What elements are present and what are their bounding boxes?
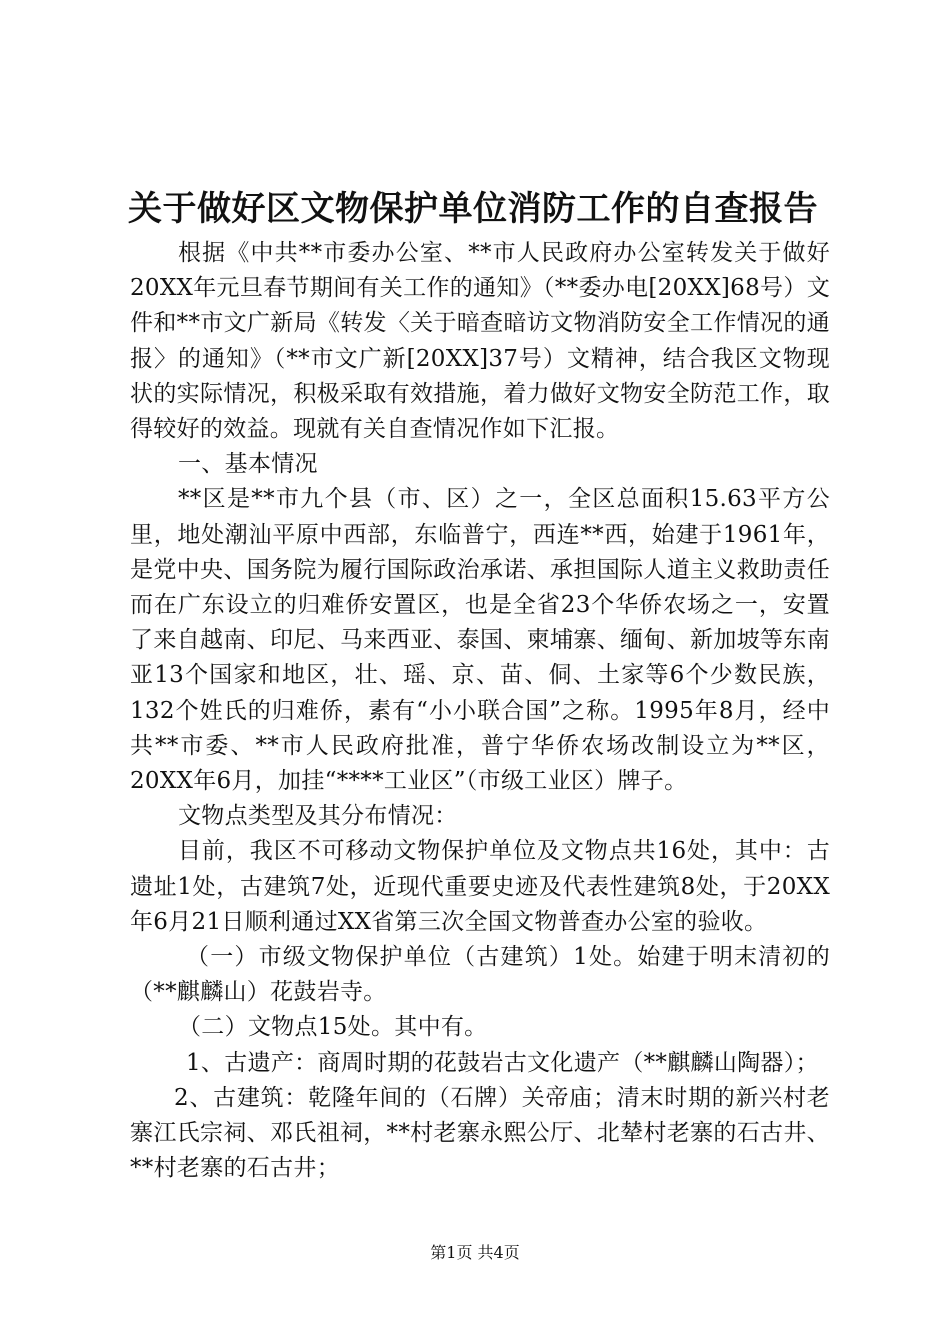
paragraph-relic-points: （二）文物点15处。其中有。 [178,1014,488,1041]
document-body [130,236,830,1186]
section-heading-basic-info: 一、基本情况 [178,451,318,478]
paragraph-relic-count: 目前，我区不可移动文物保护单位及文物点共16处，其中：古遗址1处，古建筑7处，近现代重要史迹及代表性建筑8处，于20XX年6月21日顺利通过XX省第三次全国文物普查办公室的验收。 [130,838,830,935]
paragraph-ancient-buildings: 2、古建筑：乾隆年间的（石牌）关帝庙；清末时期的新兴村老寨江氏宗祠、邓氏祖祠，**村老寨永熙公厅、北辇村老寨的石古井、**村老寨的石古井； [130,1084,830,1182]
paragraph-relic-types-heading: 文物点类型及其分布情况： [178,803,458,830]
document-title: 关于做好区文物保护单位消防工作的自查报告 [128,189,818,229]
paragraph-intro: 根据《中共**市委办公室、**市人民政府办公室转发关于做好20XX年元旦春节期间有关工作的通知》（**委办电[20XX]68号）文件和**市文广新局《转发〈关于暗查暗访文物消防安全工作情况的通报〉的通知》（**市文广新[20XX]37号）文精神，结合我区文物现状的实际情况，积极采取有效措施，着力做好文物安全防范工作，取得较好的效益。现就有关自查情况作如下汇报。 [130,240,830,443]
paragraph-ancient-sites: 1、古遗产：商周时期的花鼓岩古文化遗产（**麒麟山陶器）； [186,1049,819,1076]
paragraph-municipal-protected-unit: （一）市级文物保护单位（古建筑）1处。始建于明末清初的（**麒麟山）花鼓岩寺。 [130,944,830,1006]
page-footer: 第1页 共4页 [430,1243,520,1262]
paragraph-district-overview: **区是**市九个县（市、区）之一，全区总面积15.63平方公里，地处潮汕平原中西部，东临普宁，西连**西，始建于1961年，是党中央、国务院为履行国际政治承诺、承担国际人道主义救助责任而在广东设立的归难侨安置区，也是全省23个华侨农场之一，安置了来自越南、印尼、马来西亚、泰国、柬埔寨、缅甸、新加坡等东南亚13个国家和地区，壮、瑶、京、苗、侗、土家等6个少数民族，132个姓氏的归难侨，素有“小小联合国”之称。1995年8月，经中共**市委、**市人民政府批准，普宁华侨农场改制设立为**区，20XX年6月，加挂“****工业区”（市级工业区）牌子。 [130,486,830,795]
